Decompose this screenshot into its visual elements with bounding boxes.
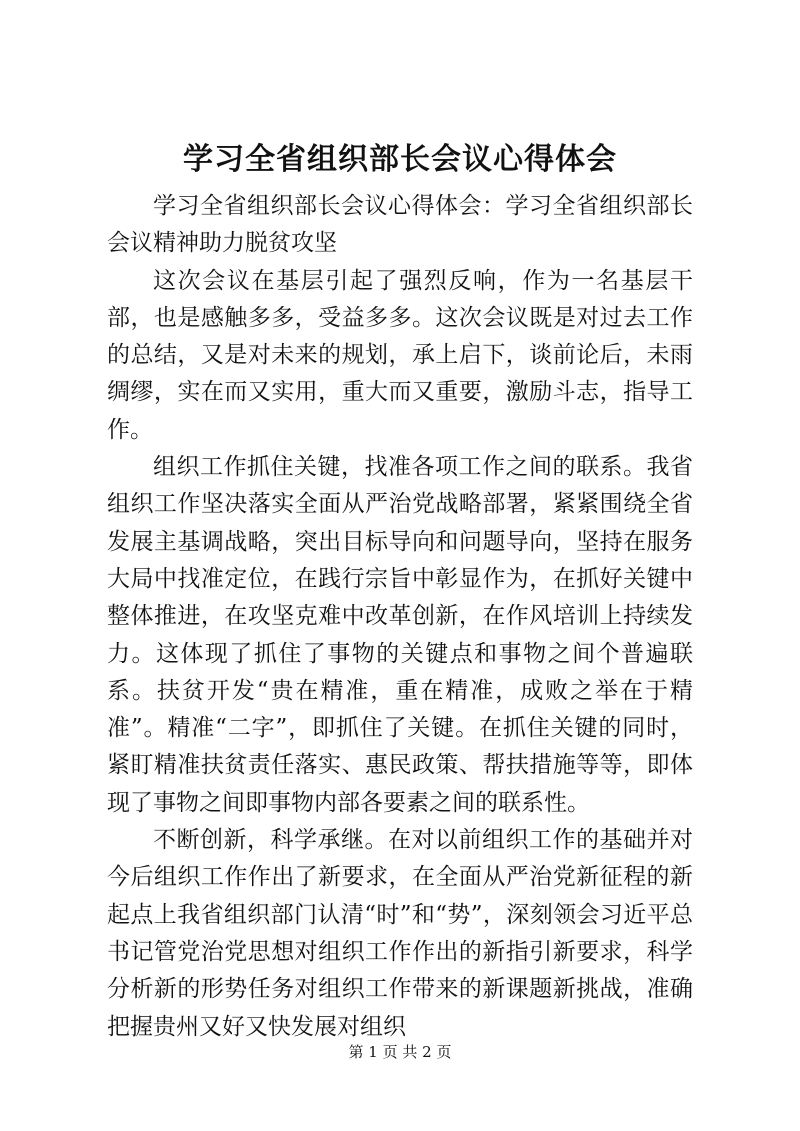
paragraph-1: 这次会议在基层引起了强烈反响，作为一名基层干部，也是感触多多，受益多多。这次会议既是对过去工作的总结，又是对未来的规划，承上启下，谈前论后，未雨绸缪，实在而又实用，重大而又重要，激励斗志，指导工作。: [107, 267, 693, 443]
document-title: 学习全省组织部长会议心得体会: [183, 142, 617, 177]
paragraph-3: 不断创新，科学承继。在对以前组织工作的基础并对今后组织工作作出了新要求，在全面从严治党新征程的新起点上我省组织部门认清“时”和“势”，深刻领会习近平总书记管党治党思想对组织工作作出的新指引新要求，科学分析新的形势任务对组织工作带来的新课题新挑战，准确把握贵州又好又快发展对组织: [107, 827, 693, 1040]
paragraph-subtitle: 学习全省组织部长会议心得体会：学习全省组织部长会议精神助力脱贫攻坚: [107, 193, 693, 257]
page-number-footer: 第 1 页 共 2 页: [348, 1043, 452, 1061]
document-body: [107, 188, 693, 1046]
paragraph-2: 组织工作抓住关键，找准各项工作之间的联系。我省组织工作坚决落实全面从严治党战略部署，紧紧围绕全省发展主基调战略，突出目标导向和问题导向，坚持在服务大局中找准定位，在践行宗旨中彰显作为，在抓好关键中整体推进，在攻坚克难中改革创新，在作风培训上持续发力。这体现了抓住了事物的关键点和事物之间个普遍联系。扶贫开发“贵在精准，重在精准，成败之举在于精准”。精准“二字”，即抓住了关键。在抓住关键的同时，紧盯精准扶贫责任落实、惠民政策、帮扶措施等等，即体现了事物之间即事物内部各要素之间的联系性。: [107, 454, 693, 816]
